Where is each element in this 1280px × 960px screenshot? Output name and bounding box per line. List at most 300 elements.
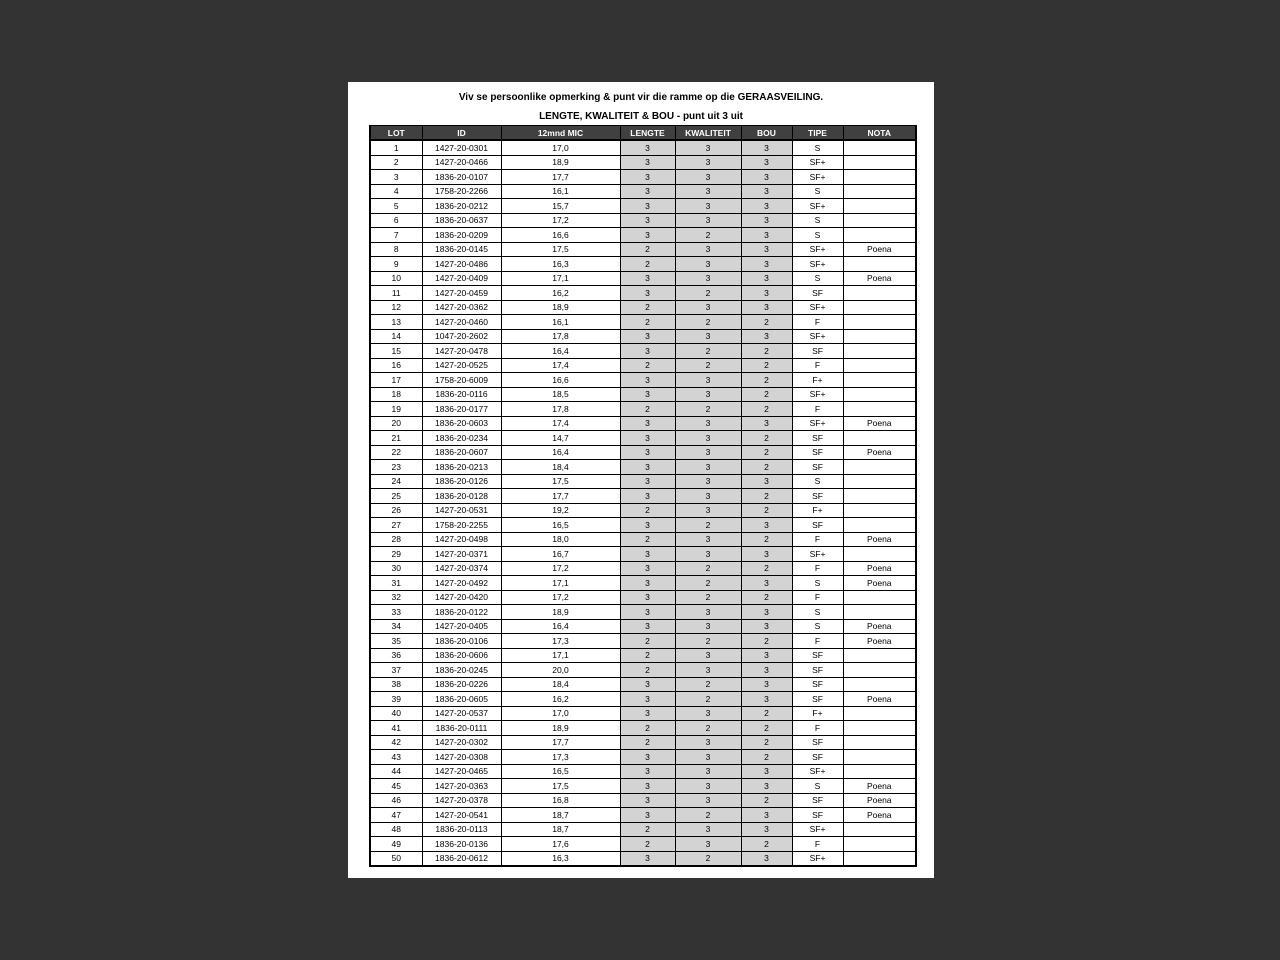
nota-cell [843,489,916,504]
kwaliteit-cell: 3 [675,445,741,460]
mic-cell: 17,7 [501,170,620,185]
nota-cell [843,300,916,315]
bou-cell: 3 [741,808,792,823]
tipe-cell: F+ [792,373,843,388]
lengte-cell: 3 [620,228,675,243]
table-row [370,387,916,402]
lengte-cell: 3 [620,431,675,446]
bou-cell: 3 [741,851,792,866]
kwaliteit-cell: 3 [675,648,741,663]
kwaliteit-cell: 3 [675,822,741,837]
document-subtitle: LENGTE, KWALITEIT & BOU - punt uit 3 uit [539,111,743,122]
tipe-cell: SF+ [792,257,843,272]
lot-cell: 36 [370,648,422,663]
table-row [370,344,916,359]
lot-cell: 25 [370,489,422,504]
lengte-cell: 3 [620,445,675,460]
table-row [370,779,916,794]
mic-cell: 17,0 [501,706,620,721]
bou-cell: 3 [741,300,792,315]
bou-cell: 3 [741,257,792,272]
lot-cell: 28 [370,532,422,547]
lot-cell: 42 [370,735,422,750]
lengte-cell: 3 [620,199,675,214]
id-cell: 1427-20-0492 [422,576,501,591]
mic-cell: 16,2 [501,692,620,707]
mic-cell: 17,4 [501,358,620,373]
kwaliteit-cell: 3 [675,460,741,475]
table-row [370,663,916,678]
id-cell: 1427-20-0362 [422,300,501,315]
table-row [370,199,916,214]
lot-cell: 13 [370,315,422,330]
lengte-cell: 2 [620,634,675,649]
bou-cell: 2 [741,837,792,852]
lot-cell: 44 [370,764,422,779]
id-cell: 1836-20-0136 [422,837,501,852]
id-cell: 1836-20-0607 [422,445,501,460]
nota-cell [843,155,916,170]
id-cell: 1836-20-0234 [422,431,501,446]
nota-cell [843,474,916,489]
lengte-cell: 3 [620,416,675,431]
table-row [370,808,916,823]
tipe-cell: S [792,576,843,591]
mic-cell: 17,1 [501,576,620,591]
lengte-cell: 3 [620,750,675,765]
table-row [370,706,916,721]
table-row [370,460,916,475]
id-cell: 1427-20-0541 [422,808,501,823]
bou-cell: 2 [741,373,792,388]
mic-cell: 16,4 [501,445,620,460]
kwaliteit-cell: 2 [675,228,741,243]
nota-cell [843,358,916,373]
mic-cell: 17,2 [501,561,620,576]
tipe-cell: S [792,184,843,199]
tipe-cell: F [792,721,843,736]
lengte-cell: 2 [620,257,675,272]
table-body [370,140,916,866]
lot-cell: 9 [370,257,422,272]
lengte-cell: 2 [620,822,675,837]
bou-cell: 3 [741,170,792,185]
nota-cell [843,140,916,155]
nota-cell [843,605,916,620]
lot-cell: 45 [370,779,422,794]
tipe-cell: SF+ [792,764,843,779]
kwaliteit-cell: 3 [675,779,741,794]
header-row [370,126,916,141]
table-row [370,532,916,547]
kwaliteit-cell: 3 [675,663,741,678]
lot-cell: 17 [370,373,422,388]
table-row [370,213,916,228]
lengte-cell: 3 [620,489,675,504]
table-row [370,286,916,301]
id-cell: 1427-20-0371 [422,547,501,562]
lengte-cell: 3 [620,808,675,823]
lengte-cell: 3 [620,619,675,634]
nota-cell [843,286,916,301]
tipe-cell: S [792,213,843,228]
kwaliteit-cell: 2 [675,344,741,359]
id-cell: 1427-20-0374 [422,561,501,576]
table-row [370,503,916,518]
mic-cell: 16,1 [501,184,620,199]
mic-cell: 17,4 [501,416,620,431]
nota-cell [843,431,916,446]
bou-cell: 2 [741,387,792,402]
tipe-cell: SF+ [792,387,843,402]
lot-cell: 16 [370,358,422,373]
kwaliteit-cell: 3 [675,213,741,228]
mic-cell: 18,5 [501,387,620,402]
bou-cell: 3 [741,605,792,620]
nota-cell [843,851,916,866]
lot-cell: 49 [370,837,422,852]
mic-cell: 17,5 [501,242,620,257]
id-cell: 1836-20-0226 [422,677,501,692]
tipe-cell: SF+ [792,822,843,837]
nota-cell: Poena [843,561,916,576]
bou-cell: 3 [741,648,792,663]
mic-cell: 16,4 [501,619,620,634]
lot-cell: 32 [370,590,422,605]
table-row [370,518,916,533]
id-cell: 1836-20-0128 [422,489,501,504]
mic-cell: 18,9 [501,605,620,620]
table-row [370,489,916,504]
kwaliteit-cell: 2 [675,561,741,576]
kwaliteit-cell: 2 [675,634,741,649]
lengte-cell: 2 [620,358,675,373]
nota-cell [843,199,916,214]
bou-cell: 3 [741,576,792,591]
tipe-cell: SF+ [792,300,843,315]
bou-cell: 3 [741,779,792,794]
id-cell: 1427-20-0478 [422,344,501,359]
document-page [348,82,934,878]
kwaliteit-cell: 3 [675,184,741,199]
lot-cell: 35 [370,634,422,649]
lot-cell: 24 [370,474,422,489]
id-cell: 1427-20-0459 [422,286,501,301]
lengte-cell: 3 [620,213,675,228]
bou-cell: 3 [741,416,792,431]
kwaliteit-cell: 3 [675,706,741,721]
lot-cell: 27 [370,518,422,533]
table-row [370,416,916,431]
table-row [370,576,916,591]
mic-cell: 17,3 [501,634,620,649]
lengte-cell: 2 [620,503,675,518]
tipe-cell: SF [792,692,843,707]
lot-cell: 11 [370,286,422,301]
nota-cell [843,822,916,837]
kwaliteit-cell: 3 [675,547,741,562]
tipe-cell: F [792,634,843,649]
tipe-cell: SF+ [792,547,843,562]
id-cell: 1427-20-0363 [422,779,501,794]
lot-cell: 47 [370,808,422,823]
id-cell: 1758-20-2266 [422,184,501,199]
lot-cell: 19 [370,402,422,417]
bou-cell: 3 [741,329,792,344]
bou-cell: 2 [741,431,792,446]
lot-cell: 31 [370,576,422,591]
mic-cell: 18,9 [501,155,620,170]
lengte-cell: 2 [620,837,675,852]
lot-cell: 43 [370,750,422,765]
lot-cell: 4 [370,184,422,199]
bou-cell: 3 [741,271,792,286]
id-cell: 1758-20-2255 [422,518,501,533]
bou-cell: 3 [741,692,792,707]
mic-cell: 18,7 [501,822,620,837]
bou-cell: 3 [741,286,792,301]
kwaliteit-cell: 2 [675,315,741,330]
table-row [370,373,916,388]
col-header-tipe: TIPE [792,126,843,141]
id-cell: 1836-20-0107 [422,170,501,185]
tipe-cell: SF [792,431,843,446]
lot-cell: 6 [370,213,422,228]
table-row [370,619,916,634]
nota-cell [843,213,916,228]
bou-cell: 2 [741,706,792,721]
tipe-cell: SF [792,460,843,475]
mic-cell: 17,2 [501,213,620,228]
bou-cell: 3 [741,242,792,257]
kwaliteit-cell: 3 [675,764,741,779]
nota-cell [843,590,916,605]
lengte-cell: 3 [620,561,675,576]
tipe-cell: F [792,532,843,547]
kwaliteit-cell: 3 [675,431,741,446]
mic-cell: 20,0 [501,663,620,678]
nota-cell [843,387,916,402]
lot-cell: 10 [370,271,422,286]
mic-cell: 18,0 [501,532,620,547]
mic-cell: 18,7 [501,808,620,823]
lot-cell: 1 [370,140,422,155]
lengte-cell: 3 [620,170,675,185]
col-header-bou: BOU [741,126,792,141]
kwaliteit-cell: 3 [675,416,741,431]
lot-cell: 50 [370,851,422,866]
kwaliteit-cell: 3 [675,750,741,765]
mic-cell: 16,6 [501,228,620,243]
tipe-cell: SF+ [792,242,843,257]
table-row [370,300,916,315]
kwaliteit-cell: 2 [675,677,741,692]
bou-cell: 3 [741,155,792,170]
lengte-cell: 2 [620,735,675,750]
table-row [370,692,916,707]
tipe-cell: SF+ [792,155,843,170]
tipe-cell: SF [792,663,843,678]
mic-cell: 17,7 [501,735,620,750]
lengte-cell: 2 [620,532,675,547]
kwaliteit-cell: 2 [675,808,741,823]
mic-cell: 17,1 [501,648,620,663]
table-row [370,242,916,257]
lot-cell: 46 [370,793,422,808]
tipe-cell: SF [792,286,843,301]
tipe-cell: SF [792,793,843,808]
table-row [370,155,916,170]
kwaliteit-cell: 3 [675,155,741,170]
nota-cell [843,460,916,475]
mic-cell: 18,4 [501,460,620,475]
lengte-cell: 2 [620,315,675,330]
tipe-cell: S [792,228,843,243]
id-cell: 1836-20-0177 [422,402,501,417]
mic-cell: 17,3 [501,750,620,765]
lot-cell: 26 [370,503,422,518]
tipe-cell: F+ [792,503,843,518]
bou-cell: 3 [741,199,792,214]
lot-cell: 22 [370,445,422,460]
id-cell: 1427-20-0486 [422,257,501,272]
lot-cell: 7 [370,228,422,243]
mic-cell: 15,7 [501,199,620,214]
lot-cell: 38 [370,677,422,692]
mic-cell: 18,4 [501,677,620,692]
nota-cell [843,344,916,359]
mic-cell: 17,8 [501,402,620,417]
lengte-cell: 3 [620,271,675,286]
mic-cell: 18,9 [501,300,620,315]
id-cell: 1836-20-0106 [422,634,501,649]
id-cell: 1836-20-0116 [422,387,501,402]
kwaliteit-cell: 3 [675,605,741,620]
tipe-cell: F [792,402,843,417]
lengte-cell: 3 [620,286,675,301]
id-cell: 1836-20-0212 [422,199,501,214]
mic-cell: 17,2 [501,590,620,605]
kwaliteit-cell: 3 [675,170,741,185]
nota-cell [843,750,916,765]
mic-cell: 17,5 [501,779,620,794]
lengte-cell: 3 [620,764,675,779]
table-row [370,358,916,373]
lot-cell: 30 [370,561,422,576]
table-row [370,474,916,489]
id-cell: 1427-20-0420 [422,590,501,605]
tipe-cell: SF [792,445,843,460]
tipe-cell: F [792,315,843,330]
nota-cell [843,228,916,243]
lot-cell: 3 [370,170,422,185]
nota-cell: Poena [843,576,916,591]
tipe-cell: SF [792,750,843,765]
kwaliteit-cell: 3 [675,329,741,344]
id-cell: 1836-20-0637 [422,213,501,228]
lot-cell: 5 [370,199,422,214]
bou-cell: 3 [741,184,792,199]
nota-cell: Poena [843,416,916,431]
nota-cell: Poena [843,619,916,634]
tipe-cell: SF+ [792,199,843,214]
nota-cell: Poena [843,779,916,794]
bou-cell: 2 [741,503,792,518]
id-cell: 1836-20-0213 [422,460,501,475]
id-cell: 1427-20-0466 [422,155,501,170]
id-cell: 1427-20-0531 [422,503,501,518]
id-cell: 1427-20-0409 [422,271,501,286]
id-cell: 1427-20-0460 [422,315,501,330]
kwaliteit-cell: 3 [675,387,741,402]
id-cell: 1047-20-2602 [422,329,501,344]
id-cell: 1836-20-0122 [422,605,501,620]
id-cell: 1427-20-0537 [422,706,501,721]
lengte-cell: 2 [620,242,675,257]
bou-cell: 3 [741,213,792,228]
lengte-cell: 3 [620,140,675,155]
nota-cell [843,315,916,330]
nota-cell [843,721,916,736]
nota-cell [843,184,916,199]
tipe-cell: S [792,474,843,489]
table-row [370,764,916,779]
tipe-cell: S [792,140,843,155]
lengte-cell: 3 [620,692,675,707]
kwaliteit-cell: 3 [675,793,741,808]
bou-cell: 2 [741,590,792,605]
nota-cell [843,547,916,562]
id-cell: 1836-20-0612 [422,851,501,866]
lot-cell: 15 [370,344,422,359]
tipe-cell: SF [792,735,843,750]
tipe-cell: F [792,358,843,373]
kwaliteit-cell: 3 [675,257,741,272]
table-row [370,184,916,199]
id-cell: 1836-20-0113 [422,822,501,837]
nota-cell [843,329,916,344]
id-cell: 1836-20-0209 [422,228,501,243]
lengte-cell: 3 [620,605,675,620]
mic-cell: 16,5 [501,518,620,533]
id-cell: 1427-20-0378 [422,793,501,808]
id-cell: 1427-20-0405 [422,619,501,634]
nota-cell [843,764,916,779]
bou-cell: 2 [741,445,792,460]
lot-cell: 18 [370,387,422,402]
tipe-cell: SF+ [792,416,843,431]
nota-cell [843,837,916,852]
table-row [370,561,916,576]
tipe-cell: SF+ [792,329,843,344]
col-header-lengte: LENGTE [620,126,675,141]
kwaliteit-cell: 3 [675,199,741,214]
tipe-cell: SF [792,344,843,359]
nota-cell [843,170,916,185]
bou-cell: 2 [741,489,792,504]
nota-cell [843,373,916,388]
table-row [370,257,916,272]
mic-cell: 16,3 [501,257,620,272]
mic-cell: 17,1 [501,271,620,286]
lengte-cell: 3 [620,793,675,808]
kwaliteit-cell: 3 [675,837,741,852]
lot-cell: 48 [370,822,422,837]
lot-cell: 8 [370,242,422,257]
table-row [370,677,916,692]
id-cell: 1427-20-0498 [422,532,501,547]
bou-cell: 3 [741,547,792,562]
